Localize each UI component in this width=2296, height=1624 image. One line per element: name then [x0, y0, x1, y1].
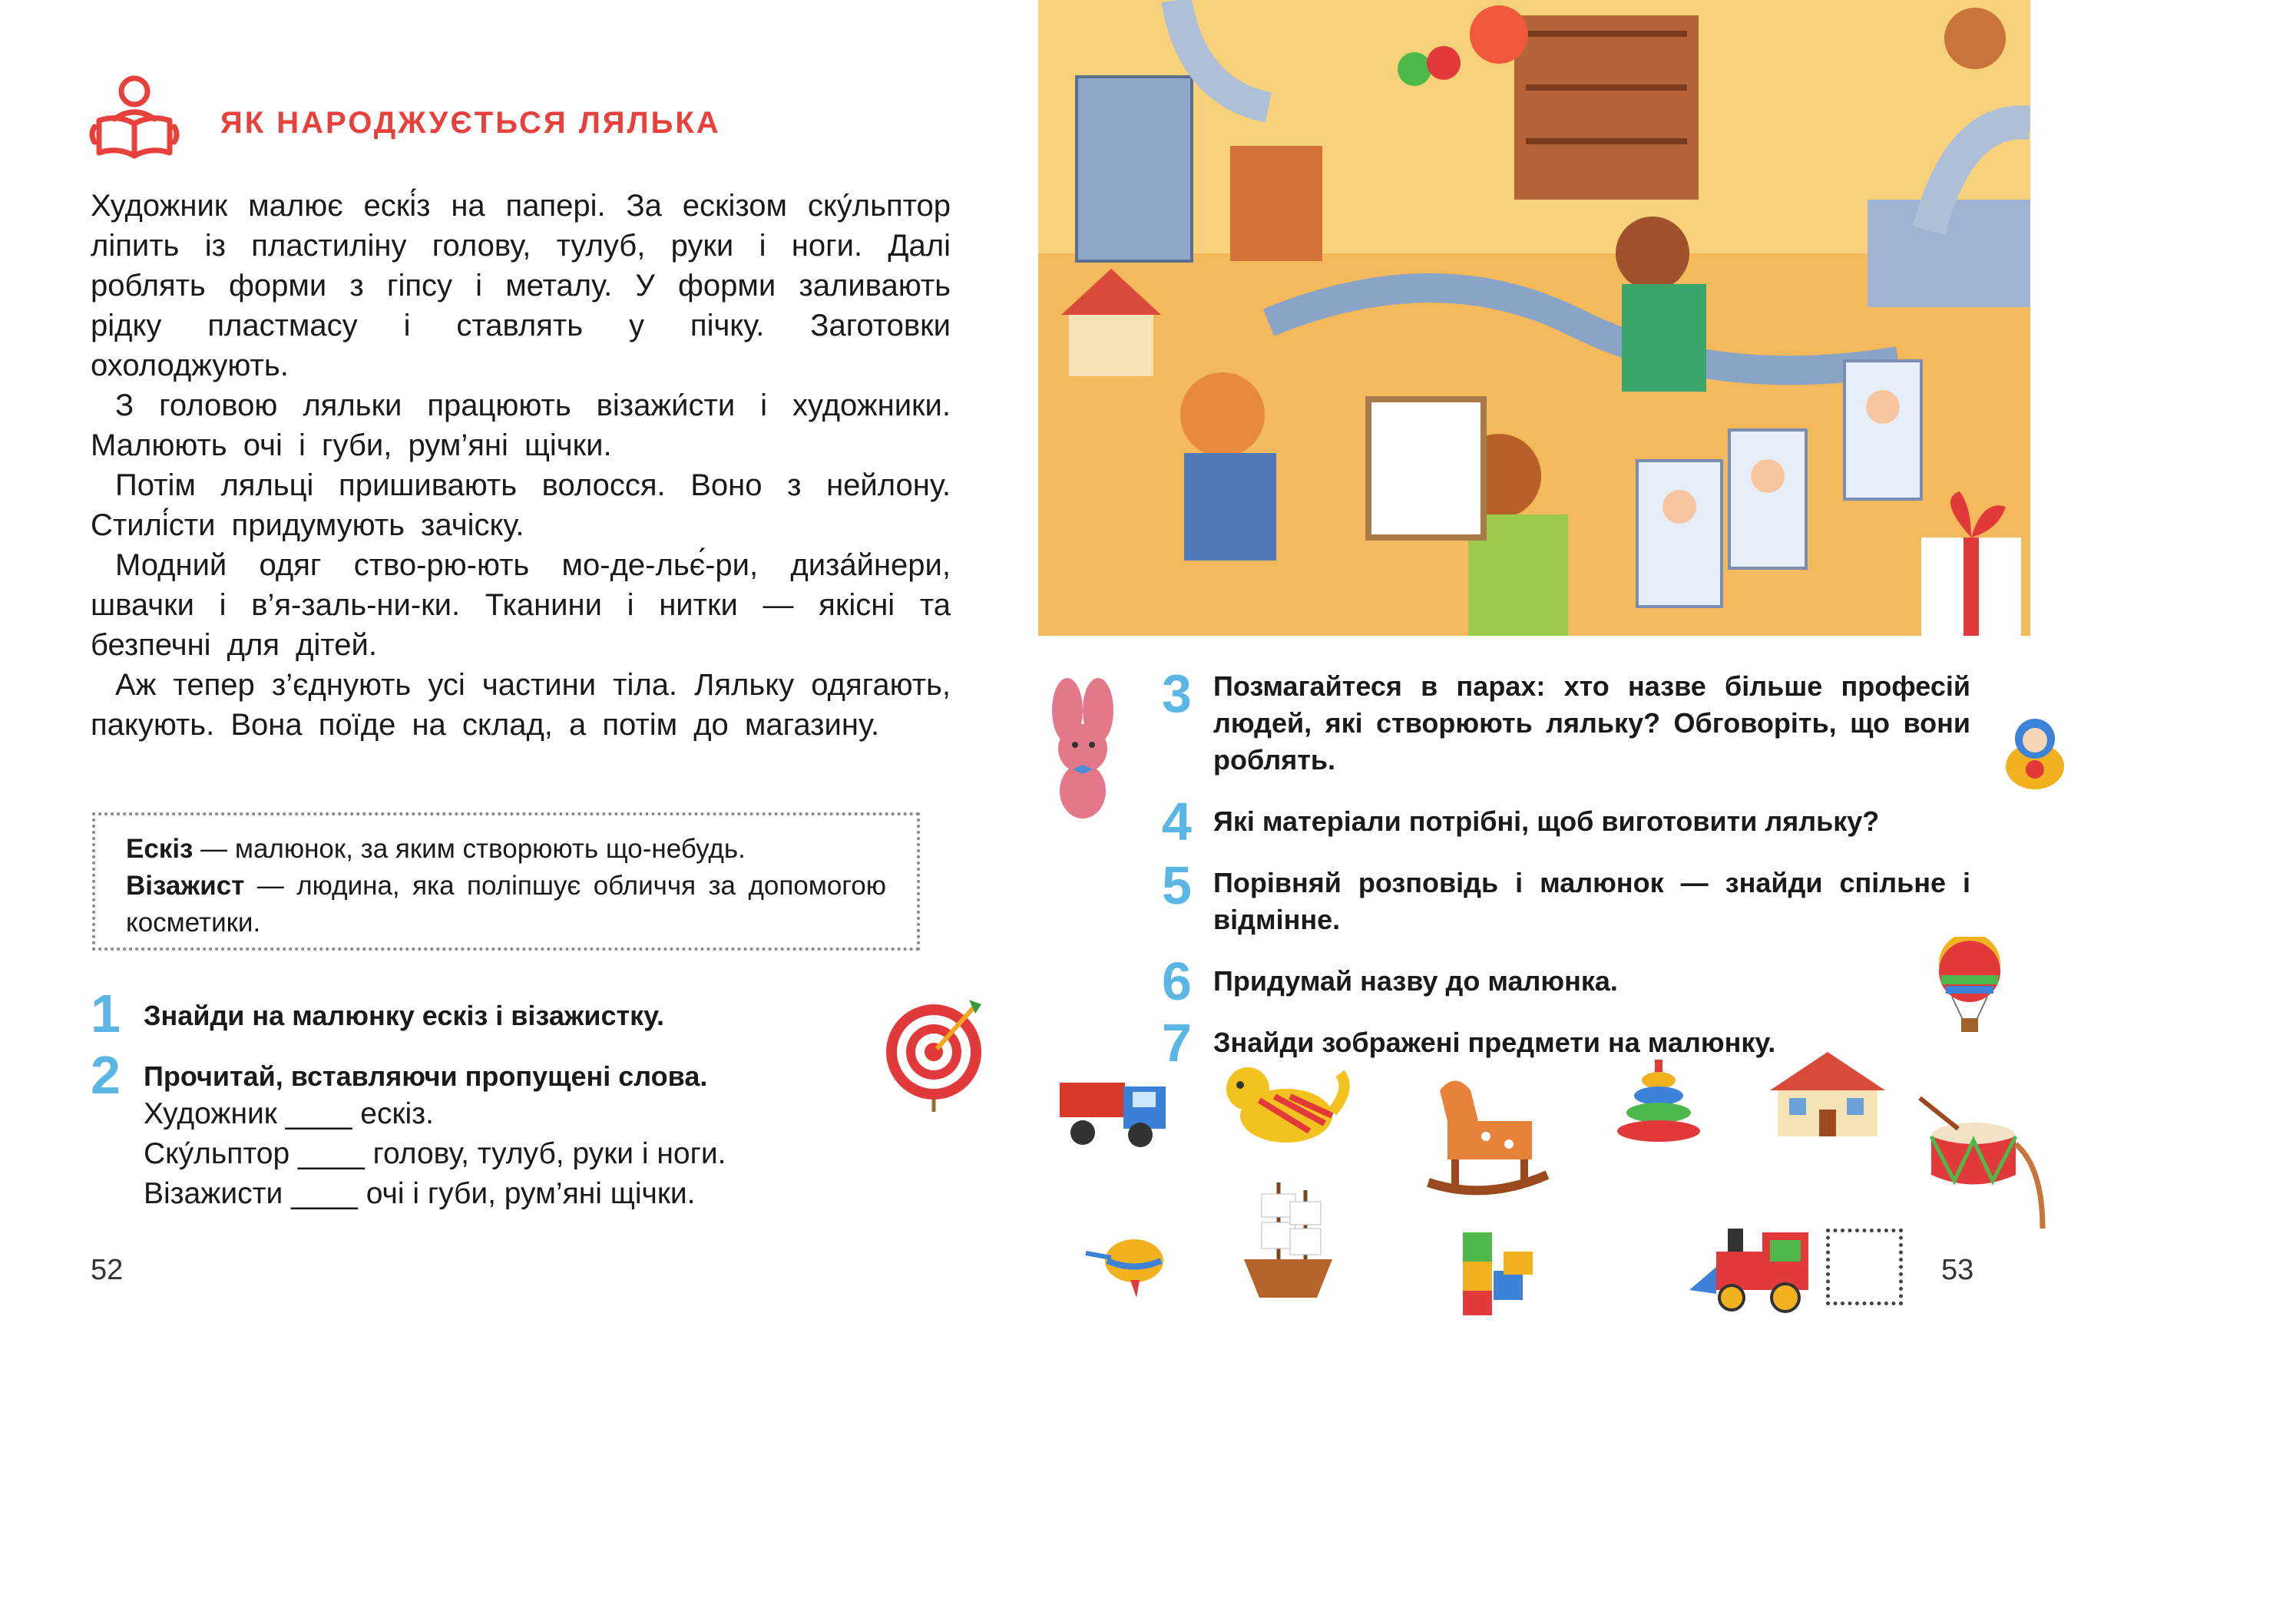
fill-in-line: Художник ____ ескіз.	[144, 1097, 434, 1130]
page-number: 53	[1941, 1254, 1974, 1286]
task-text: Порівняй розповідь і малюнок — знайди спільне і відмінне.	[1213, 867, 1970, 935]
rocking-horse-icon	[1424, 1067, 1551, 1202]
target-icon	[883, 991, 991, 1113]
task-text: Які матеріали потрібні, щоб виготовити ляльку?	[1213, 805, 1880, 837]
story-paragraph: Художник малює ескі́з на папері. За ескізом ску́льптор ліпить із пластиліну голову, тулуб, руки і ноги. Далі роблять форми з гіпсу і металу. У форми заливають рідку пластмасу і ставлять у пічку. Заготовки охолоджують.	[91, 189, 951, 382]
spinning-top-icon	[1084, 1230, 1169, 1299]
glossary-entry	[126, 868, 886, 941]
hot-air-balloon-icon	[1935, 937, 2004, 1037]
task-text: Придумай назву до малюнка.	[1213, 965, 1618, 997]
task-text: Знайди зображені предмети на малюнку.	[1213, 1027, 1776, 1058]
story-text	[91, 186, 951, 745]
toy-train-icon	[1686, 1221, 1816, 1317]
section-title: ЯК НАРОДЖУЄТЬСЯ ЛЯЛЬКА	[220, 106, 721, 140]
task-text: Позмагайтеся в парах: хто назве більше професій людей, які створюють ляльку? Обговоріть, що вони роблять.	[1213, 670, 1970, 776]
toy-factory-illustration	[1038, 0, 2030, 636]
story-paragraph: З головою ляльки працюють візажи́сти і художники. Малюють очі і губи, рум’яні щічки.	[91, 389, 951, 462]
task-number: 4	[1162, 792, 1192, 852]
toy-dragon-icon	[1217, 1058, 1351, 1158]
reading-child-icon	[88, 73, 180, 165]
task-text: Прочитай, вставляючи пропущені слова.	[144, 1060, 708, 1092]
task-number: 3	[1162, 663, 1192, 723]
glossary-definition: — малюнок, за яким створюють що-небудь.	[193, 834, 746, 864]
task-number: 1	[91, 984, 121, 1044]
letter-blocks-icon	[1459, 1229, 1536, 1317]
toy-ship-icon	[1240, 1175, 1336, 1302]
task-number: 5	[1162, 855, 1192, 915]
glossary-term: Ескіз	[126, 834, 194, 864]
toy-house-icon	[1770, 1048, 1885, 1140]
fill-in-line: Візажисти ____ очі і губи, рум’яні щічки.	[144, 1177, 696, 1210]
story-paragraph: Аж тепер з’єднують усі частини тіла. Ляльку одягають, пакують. Вона поїде на склад, а потім до магазину.	[91, 668, 951, 742]
glossary-box	[92, 812, 920, 951]
glossary-definition: — людина, яка поліпшує обличчя за допомогою косметики.	[126, 871, 886, 938]
task-number: 6	[1162, 951, 1192, 1011]
answer-box[interactable]	[1826, 1229, 1903, 1305]
task-number: 7	[1162, 1013, 1192, 1073]
glossary-entry	[126, 831, 886, 868]
matryoshka-icon	[2000, 714, 2069, 791]
task-text: Знайди на малюнку ескіз і візажистку.	[144, 1000, 665, 1031]
glossary-term: Візажист	[126, 871, 245, 901]
story-paragraph: Модний одяг ство-рю-ють мо-де-льє́-ри, диза́йнери, швачки і в’я-заль-ни-ки. Тканини і нитки — якісні та безпечні для дітей.	[91, 548, 951, 662]
page-number: 52	[91, 1254, 124, 1286]
toy-drum-icon	[1912, 1090, 2050, 1232]
fill-in-sentences	[144, 1094, 726, 1214]
task-number: 2	[91, 1045, 121, 1105]
ring-pyramid-icon	[1613, 1056, 1705, 1152]
story-paragraph: Потім ляльці пришивають волосся. Воно з нейлону. Стилі́сти придумують зачіску.	[91, 468, 951, 542]
toy-truck-icon	[1056, 1067, 1171, 1152]
fill-in-line: Ску́льптор ____ голову, тулуб, руки і ноги.	[144, 1137, 726, 1170]
bunny-doll-icon	[1033, 676, 1133, 822]
